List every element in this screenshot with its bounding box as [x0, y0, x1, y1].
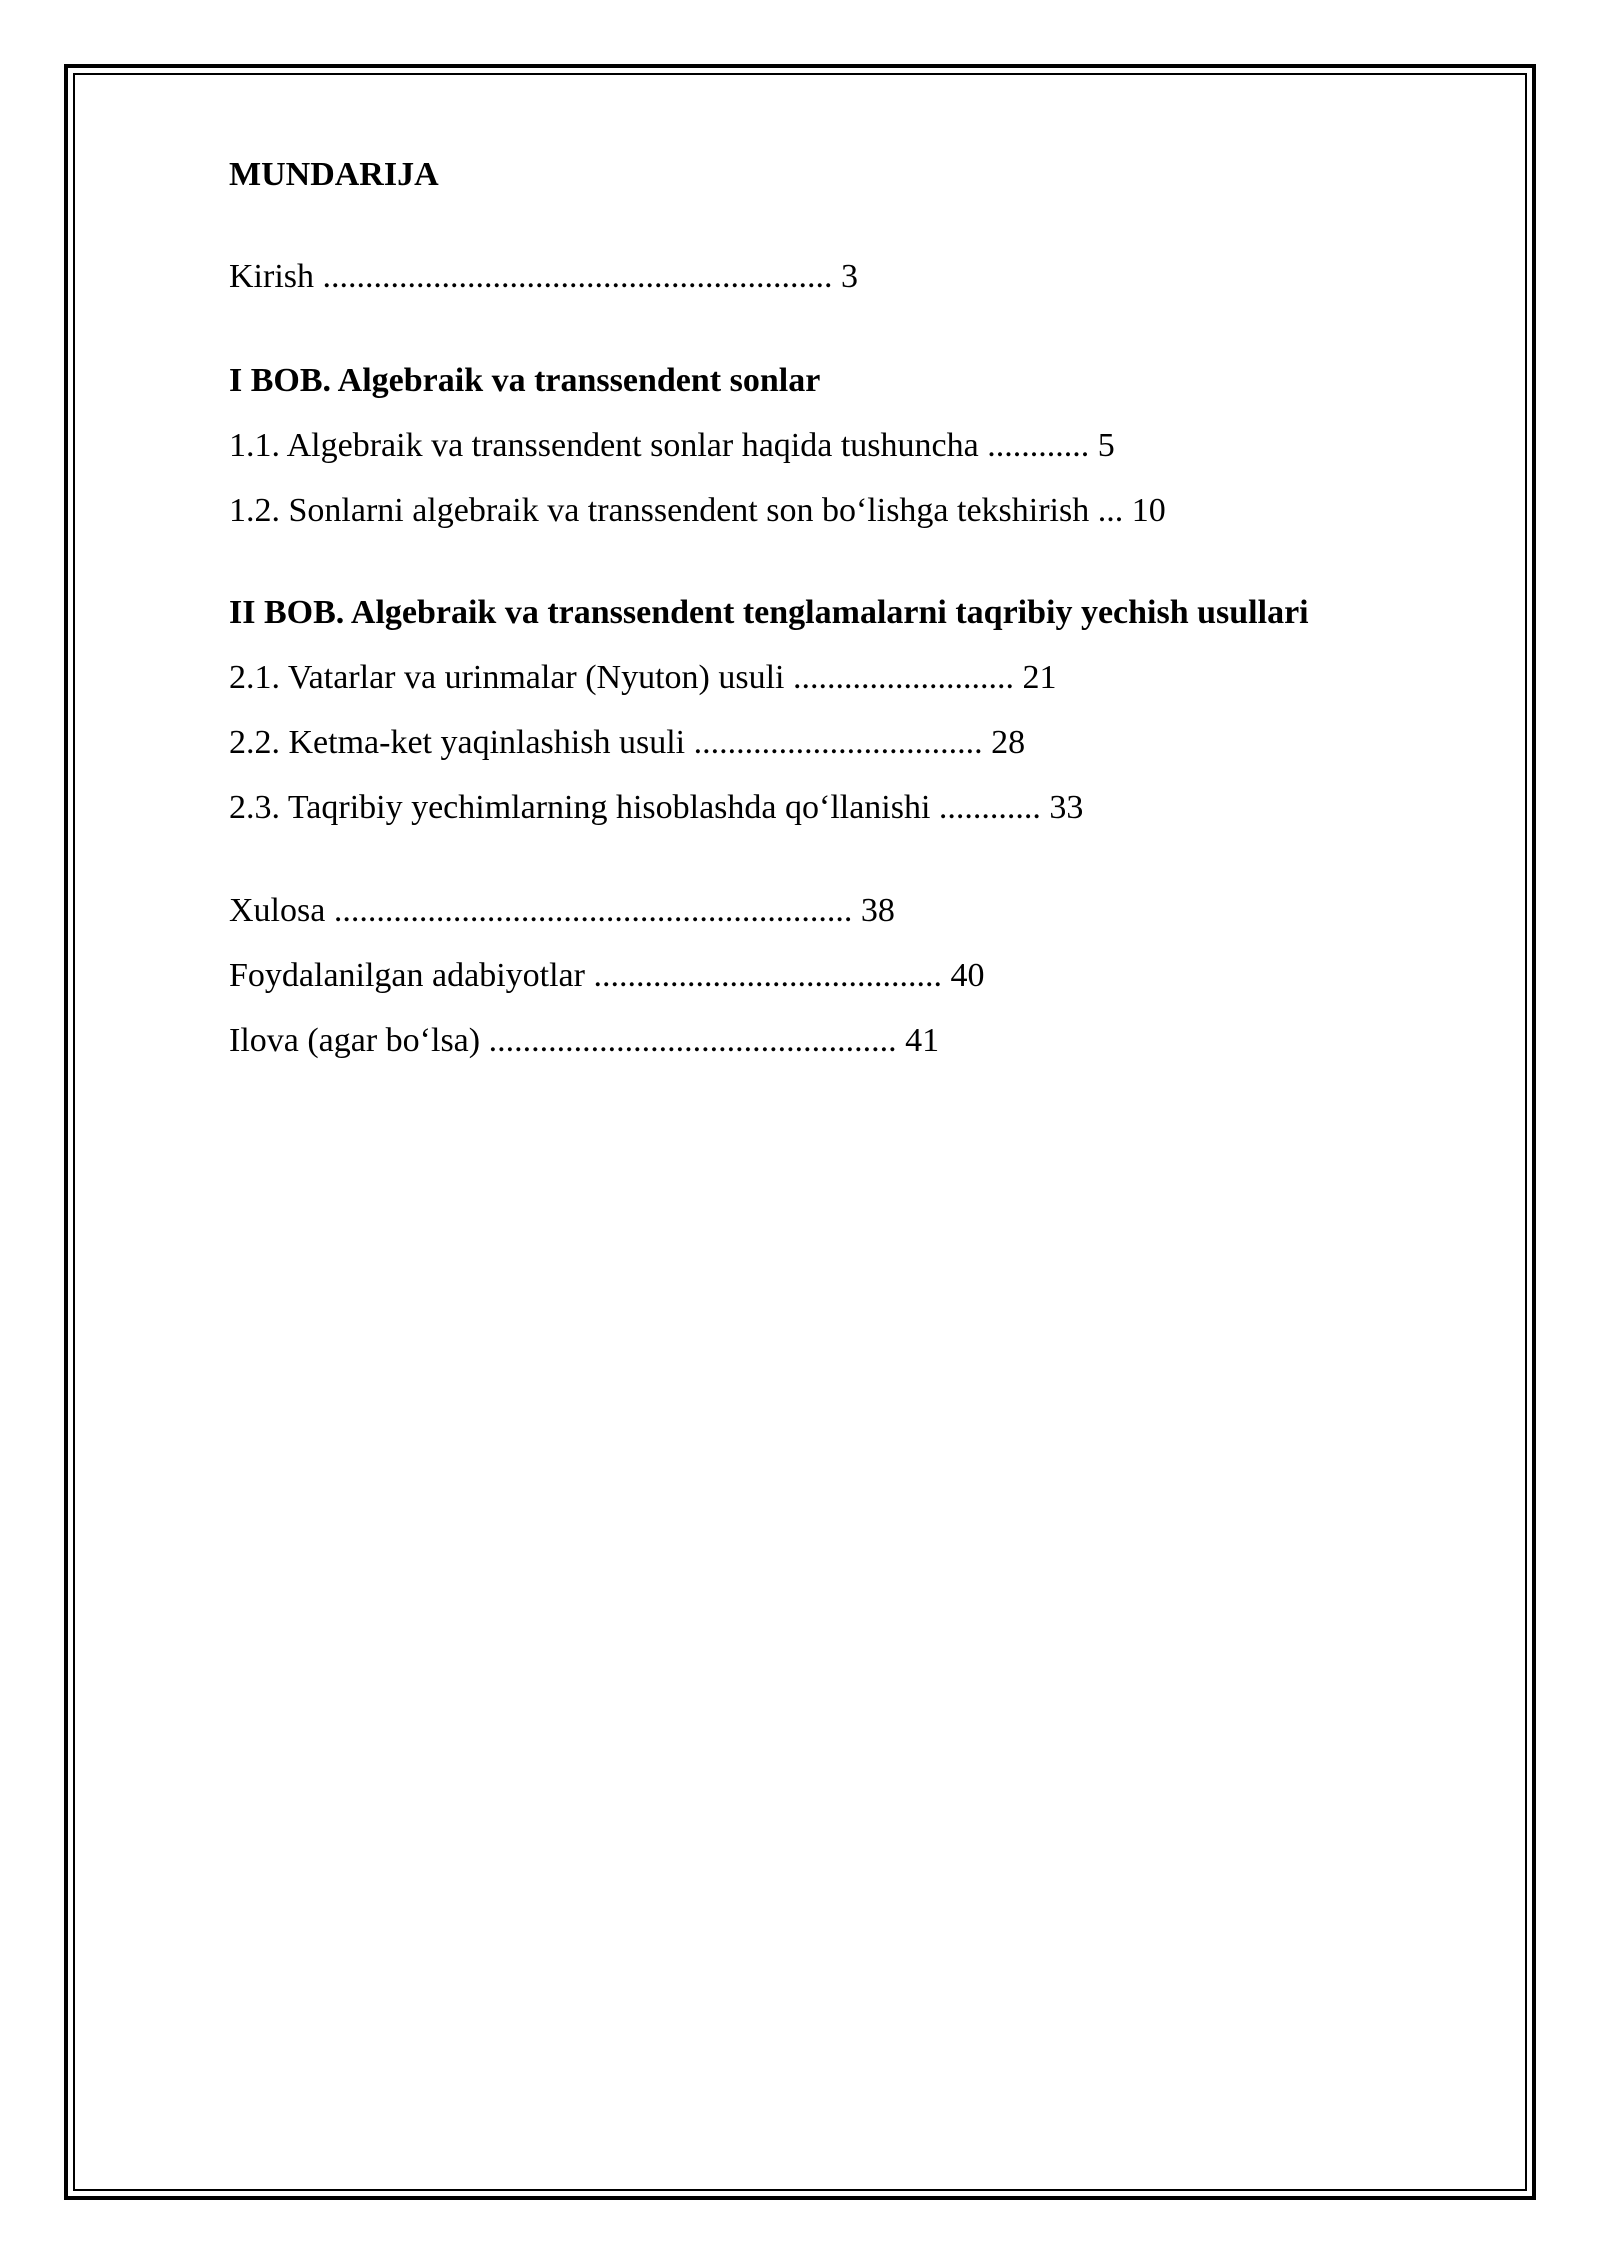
chapter-1-heading: I BOB. Algebraik va transsendent sonlar — [229, 362, 821, 399]
toc-title: MUNDARIJA — [229, 156, 439, 193]
chapter-2-heading: II BOB. Algebraik va transsendent tenglamalarni taqribiy yechish usullari — [229, 594, 1309, 631]
toc-entry-1-2: 1.2. Sonlarni algebraik va transsendent son bo‘lishga tekshirish ... 10 — [229, 492, 1166, 529]
toc-entry-2-1: 2.1. Vatarlar va urinmalar (Nyuton) usuli .......................... 21 — [229, 659, 1057, 696]
toc-entry-references: Foydalanilgan adabiyotlar ......................................... 40 — [229, 957, 985, 994]
toc-entry-appendix: Ilova (agar bo‘lsa) ................................................ 41 — [229, 1022, 940, 1059]
toc-entry-2-2: 2.2. Ketma-ket yaqinlashish usuli .................................. 28 — [229, 724, 1026, 761]
toc-entry-intro: Kirish ............................................................ 3 — [229, 258, 858, 295]
toc-entry-1-1: 1.1. Algebraik va transsendent sonlar haqida tushuncha ............ 5 — [229, 427, 1115, 464]
toc-entry-2-3: 2.3. Taqribiy yechimlarning hisoblashda qo‘llanishi ............ 33 — [229, 789, 1084, 826]
toc-entry-conclusion: Xulosa ............................................................. 38 — [229, 892, 895, 929]
